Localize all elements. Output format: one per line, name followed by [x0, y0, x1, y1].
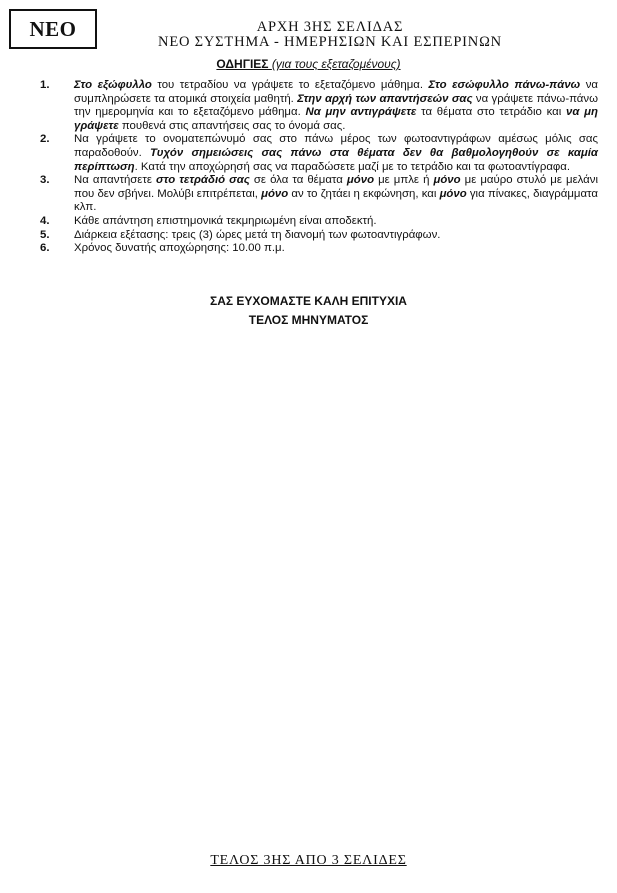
instruction-text: πουθενά στις απαντήσεις σας το όνομά σας.	[118, 119, 346, 132]
instructions-subtitle: (για τους εξεταζομένους)	[271, 57, 401, 71]
instruction-number: 4.	[40, 214, 50, 227]
page-header	[120, 20, 540, 50]
neo-badge: ΝΕΟ	[9, 9, 97, 49]
instruction-emphasis: Στο εξώφυλλο	[74, 79, 152, 91]
instruction-emphasis: μόνο	[346, 174, 375, 187]
instruction-text: να συμπληρώσετε τα ατομικά στοιχεία μαθητή.	[74, 79, 598, 105]
instruction-text: Κάθε απάντηση επιστημονικά τεκμηριωμένη είναι αποδεκτή.	[74, 214, 377, 227]
instruction-item	[40, 215, 598, 229]
instructions-title	[0, 57, 617, 71]
closing-wishes: ΣΑΣ ΕΥΧΟΜΑΣΤΕ ΚΑΛΗ ΕΠΙΤΥΧΙΑ	[210, 294, 407, 308]
instruction-text: τα θέματα στο τετράδιο και	[416, 106, 567, 119]
instruction-text: σε όλα τα θέματα	[249, 174, 347, 187]
instruction-emphasis: Να μην αντιγράψετε	[305, 106, 417, 119]
instructions-list	[40, 79, 598, 256]
instruction-text: Χρόνος δυνατής αποχώρησης: 10.00 π.μ.	[74, 242, 285, 255]
instruction-emphasis: Τυχόν σημειώσεις σας πάνω στα θέματα δεν θα βαθμολογηθούν σε καμία περίπτωση	[74, 146, 599, 173]
instruction-text: Να απαντήσετε	[74, 174, 157, 187]
instruction-number: 6.	[40, 242, 50, 255]
instruction-emphasis: μόνο	[433, 174, 461, 187]
end-of-message: ΤΕΛΟΣ ΜΗΝΥΜΑΤΟΣ	[248, 313, 369, 327]
instruction-text: για πίνακες, διαγράμματα κλπ.	[74, 187, 598, 214]
instruction-text: του τετραδίου να γράψετε το εξεταζόμενο μάθημα.	[151, 79, 429, 91]
instruction-item	[40, 133, 598, 174]
instruction-number: 1.	[40, 79, 50, 91]
instruction-text: . Κατά την αποχώρησή σας να παραδώσετε μαζί με το τετράδιο και τα φωτοαντίγραφα.	[134, 160, 571, 173]
instruction-text: με μπλε ή	[374, 174, 434, 187]
instruction-item	[40, 79, 598, 133]
instruction-emphasis: μόνο	[261, 187, 289, 200]
instruction-item	[40, 174, 598, 215]
page-footer: ΤΕΛΟΣ 3ΗΣ ΑΠΟ 3 ΣΕΛΙΔΕΣ	[210, 853, 407, 868]
instruction-emphasis: να μη γράψετε	[74, 106, 598, 132]
system-label: ΝΕΟ ΣΥΣΤΗΜΑ - ΗΜΕΡΗΣΙΩΝ ΚΑΙ ΕΣΠΕΡΙΝΩΝ	[158, 34, 502, 50]
instruction-emphasis: στο τετράδιό σας	[156, 174, 250, 187]
instruction-number: 2.	[40, 133, 50, 146]
instruction-text: Να γράψετε το ονοματεπώνυμό σας στο πάνω μέρος των φωτοαντιγράφων αμέσως μόλις σας παραδοθούν.	[74, 133, 598, 159]
instruction-emphasis: Στο εσώφυλλο πάνω-πάνω	[428, 79, 581, 91]
instruction-emphasis: Στην αρχή των απαντήσεών σας	[297, 92, 473, 105]
instruction-text: να γράψετε πάνω-πάνω την ημερομηνία και το εξεταζόμενο μάθημα.	[74, 92, 598, 119]
instruction-text: αν το ζητάει η εκφώνηση, και	[288, 187, 440, 200]
instruction-text: με μαύρο στυλό με μελάνι που δεν σβήνει. Μολύβι επιτρέπεται,	[74, 174, 598, 200]
instruction-emphasis: μόνο	[439, 187, 467, 200]
page-start-label: ΑΡΧΗ 3ΗΣ ΣΕΛΙΔΑΣ	[256, 19, 404, 35]
instruction-item	[40, 242, 598, 256]
instruction-number: 5.	[40, 228, 50, 241]
instruction-number: 3.	[40, 174, 50, 187]
instruction-item	[40, 229, 598, 243]
instruction-text: Διάρκεια εξέτασης: τρεις (3) ώρες μετά τη διανομή των φωτοαντιγράφων.	[74, 228, 441, 241]
instructions-title-text: ΟΔΗΓΙΕΣ	[216, 57, 269, 71]
